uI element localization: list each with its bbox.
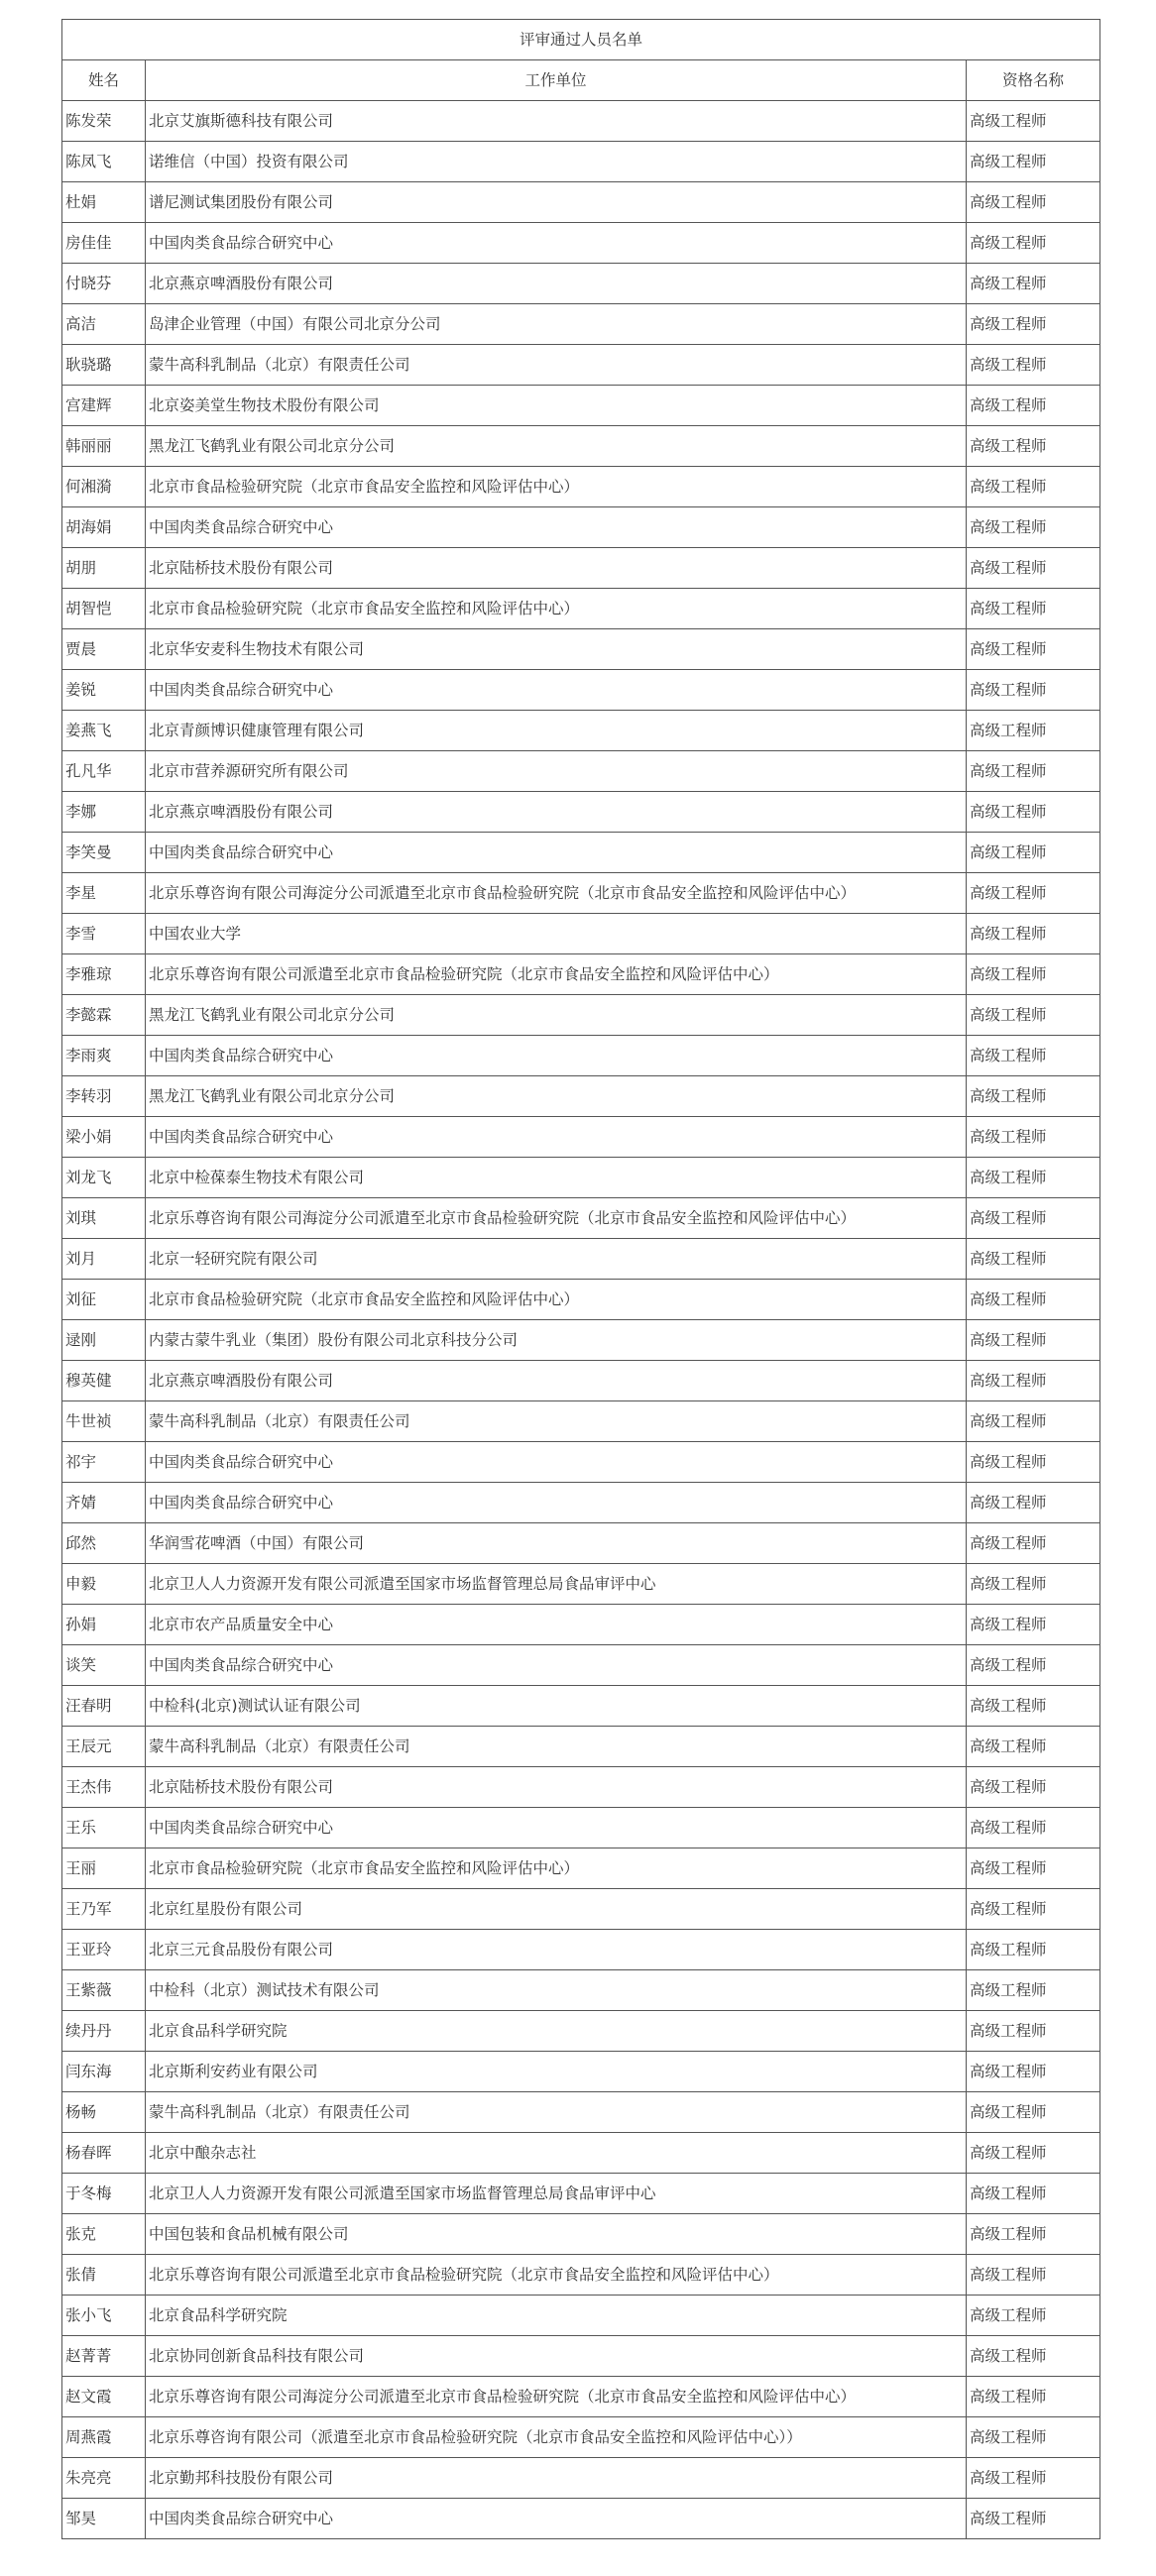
table-row	[62, 101, 1100, 142]
unit-cell: 黑龙江飞鹤乳业有限公司北京分公司	[146, 1076, 967, 1117]
unit-cell: 北京陆桥技术股份有限公司	[146, 1767, 967, 1808]
unit-cell: 北京市农产品质量安全中心	[146, 1605, 967, 1645]
table-row	[62, 1442, 1100, 1483]
table-row	[62, 873, 1100, 914]
name-cell: 邹昊	[62, 2499, 146, 2539]
unit-cell: 北京艾旗斯德科技有限公司	[146, 101, 967, 142]
name-cell: 宫建辉	[62, 386, 146, 426]
table-row	[62, 1239, 1100, 1280]
qualification-cell: 高级工程师	[967, 467, 1100, 507]
table-row	[62, 507, 1100, 548]
name-cell: 刘征	[62, 1280, 146, 1320]
name-cell: 王辰元	[62, 1727, 146, 1767]
qualification-cell: 高级工程师	[967, 1198, 1100, 1239]
qualification-cell: 高级工程师	[967, 2092, 1100, 2133]
table-row	[62, 2499, 1100, 2539]
table-row	[62, 1401, 1100, 1442]
qualification-cell: 高级工程师	[967, 1442, 1100, 1483]
unit-cell: 中国肉类食品综合研究中心	[146, 223, 967, 264]
unit-cell: 中国肉类食品综合研究中心	[146, 2499, 967, 2539]
unit-cell: 中检科（北京）测试技术有限公司	[146, 1970, 967, 2011]
table-row	[62, 1564, 1100, 1605]
unit-cell: 北京乐尊咨询有限公司海淀分公司派遣至北京市食品检验研究院（北京市食品安全监控和风险评估中心）	[146, 873, 967, 914]
qualification-cell: 高级工程师	[967, 264, 1100, 304]
table-row	[62, 1930, 1100, 1970]
name-cell: 张倩	[62, 2255, 146, 2296]
name-cell: 杜娟	[62, 182, 146, 223]
qualification-cell: 高级工程师	[967, 751, 1100, 792]
table-row	[62, 2377, 1100, 2417]
qualification-cell: 高级工程师	[967, 1158, 1100, 1198]
qualification-cell: 高级工程师	[967, 670, 1100, 711]
name-cell: 姜燕飞	[62, 711, 146, 751]
qualification-cell: 高级工程师	[967, 1564, 1100, 1605]
name-cell: 杨畅	[62, 2092, 146, 2133]
qualification-cell: 高级工程师	[967, 1320, 1100, 1361]
unit-cell: 北京乐尊咨询有限公司海淀分公司派遣至北京市食品检验研究院（北京市食品安全监控和风险评估中心）	[146, 2377, 967, 2417]
unit-cell: 北京燕京啤酒股份有限公司	[146, 792, 967, 833]
name-cell: 李娜	[62, 792, 146, 833]
unit-cell: 北京一轻研究院有限公司	[146, 1239, 967, 1280]
qualification-cell: 高级工程师	[967, 954, 1100, 995]
qualification-cell: 高级工程师	[967, 1930, 1100, 1970]
table-row	[62, 1727, 1100, 1767]
unit-cell: 诺维信（中国）投资有限公司	[146, 142, 967, 182]
qualification-cell: 高级工程师	[967, 1280, 1100, 1320]
unit-cell: 内蒙古蒙牛乳业（集团）股份有限公司北京科技分公司	[146, 1320, 967, 1361]
table-row	[62, 1280, 1100, 1320]
unit-cell: 中国包装和食品机械有限公司	[146, 2214, 967, 2255]
table-row	[62, 386, 1100, 426]
qualification-cell: 高级工程师	[967, 1239, 1100, 1280]
table-row	[62, 751, 1100, 792]
table-row	[62, 182, 1100, 223]
name-cell: 刘琪	[62, 1198, 146, 1239]
unit-cell: 中国肉类食品综合研究中心	[146, 1117, 967, 1158]
table-row	[62, 1523, 1100, 1564]
qualification-cell: 高级工程师	[967, 1767, 1100, 1808]
unit-cell: 北京红星股份有限公司	[146, 1889, 967, 1930]
name-cell: 祁宇	[62, 1442, 146, 1483]
qualification-cell: 高级工程师	[967, 2336, 1100, 2377]
table-row	[62, 1117, 1100, 1158]
name-cell: 耿骁璐	[62, 345, 146, 386]
table-row	[62, 2133, 1100, 2174]
qualification-cell: 高级工程师	[967, 2255, 1100, 2296]
qualification-cell: 高级工程师	[967, 2296, 1100, 2336]
table-row	[62, 1036, 1100, 1076]
table-row	[62, 2255, 1100, 2296]
qualification-cell: 高级工程师	[967, 2417, 1100, 2458]
qualification-cell: 高级工程师	[967, 2174, 1100, 2214]
name-cell: 张克	[62, 2214, 146, 2255]
name-cell: 李懿霖	[62, 995, 146, 1036]
name-cell: 王杰伟	[62, 1767, 146, 1808]
name-cell: 孙娟	[62, 1605, 146, 1645]
table-row	[62, 2092, 1100, 2133]
qualification-cell: 高级工程师	[967, 792, 1100, 833]
name-cell: 李笑曼	[62, 833, 146, 873]
name-cell: 刘龙飞	[62, 1158, 146, 1198]
table-row	[62, 2174, 1100, 2214]
table-row	[62, 1076, 1100, 1117]
approved-personnel-table	[61, 19, 1100, 2539]
table-row	[62, 1198, 1100, 1239]
qualification-cell: 高级工程师	[967, 1808, 1100, 1848]
name-cell: 孔凡华	[62, 751, 146, 792]
name-cell: 张小飞	[62, 2296, 146, 2336]
qualification-cell: 高级工程师	[967, 1483, 1100, 1523]
name-cell: 穆英健	[62, 1361, 146, 1401]
qualification-cell: 高级工程师	[967, 1523, 1100, 1564]
qualification-cell: 高级工程师	[967, 711, 1100, 751]
unit-cell: 中国肉类食品综合研究中心	[146, 833, 967, 873]
unit-cell: 北京中检葆泰生物技术有限公司	[146, 1158, 967, 1198]
table-row	[62, 954, 1100, 995]
table-row	[62, 1889, 1100, 1930]
unit-cell: 北京姿美堂生物技术股份有限公司	[146, 386, 967, 426]
qualification-cell: 高级工程师	[967, 2214, 1100, 2255]
name-cell: 牛世祯	[62, 1401, 146, 1442]
name-cell: 逯刚	[62, 1320, 146, 1361]
name-cell: 汪春明	[62, 1686, 146, 1727]
qualification-cell: 高级工程师	[967, 629, 1100, 670]
qualification-cell: 高级工程师	[967, 2011, 1100, 2052]
header-unit: 工作单位	[146, 60, 967, 101]
table-row	[62, 2458, 1100, 2499]
name-cell: 李星	[62, 873, 146, 914]
name-cell: 陈凤飞	[62, 142, 146, 182]
qualification-cell: 高级工程师	[967, 101, 1100, 142]
qualification-cell: 高级工程师	[967, 833, 1100, 873]
unit-cell: 北京乐尊咨询有限公司海淀分公司派遣至北京市食品检验研究院（北京市食品安全监控和风险评估中心）	[146, 1198, 967, 1239]
unit-cell: 北京市食品检验研究院（北京市食品安全监控和风险评估中心）	[146, 589, 967, 629]
name-cell: 胡朋	[62, 548, 146, 589]
qualification-cell: 高级工程师	[967, 1117, 1100, 1158]
unit-cell: 中国肉类食品综合研究中心	[146, 1645, 967, 1686]
qualification-cell: 高级工程师	[967, 2133, 1100, 2174]
table-row	[62, 548, 1100, 589]
table-row	[62, 467, 1100, 507]
name-cell: 朱亮亮	[62, 2458, 146, 2499]
qualification-cell: 高级工程师	[967, 1970, 1100, 2011]
table-row	[62, 2296, 1100, 2336]
name-cell: 韩丽丽	[62, 426, 146, 467]
table-row	[62, 1361, 1100, 1401]
unit-cell: 北京燕京啤酒股份有限公司	[146, 264, 967, 304]
name-cell: 赵菁菁	[62, 2336, 146, 2377]
table-row	[62, 2011, 1100, 2052]
name-cell: 贾晨	[62, 629, 146, 670]
qualification-cell: 高级工程师	[967, 507, 1100, 548]
qualification-cell: 高级工程师	[967, 386, 1100, 426]
unit-cell: 中检科(北京)测试认证有限公司	[146, 1686, 967, 1727]
qualification-cell: 高级工程师	[967, 182, 1100, 223]
qualification-cell: 高级工程师	[967, 1361, 1100, 1401]
unit-cell: 黑龙江飞鹤乳业有限公司北京分公司	[146, 995, 967, 1036]
qualification-cell: 高级工程师	[967, 142, 1100, 182]
table-row	[62, 1848, 1100, 1889]
name-cell: 陈发荣	[62, 101, 146, 142]
name-cell: 于冬梅	[62, 2174, 146, 2214]
table-row	[62, 833, 1100, 873]
table-row	[62, 142, 1100, 182]
unit-cell: 北京华安麦科生物技术有限公司	[146, 629, 967, 670]
unit-cell: 北京燕京啤酒股份有限公司	[146, 1361, 967, 1401]
unit-cell: 谱尼测试集团股份有限公司	[146, 182, 967, 223]
unit-cell: 蒙牛高科乳制品（北京）有限责任公司	[146, 1727, 967, 1767]
unit-cell: 北京乐尊咨询有限公司派遣至北京市食品检验研究院（北京市食品安全监控和风险评估中心）	[146, 954, 967, 995]
name-cell: 王丽	[62, 1848, 146, 1889]
unit-cell: 北京乐尊咨询有限公司派遣至北京市食品检验研究院（北京市食品安全监控和风险评估中心）	[146, 2255, 967, 2296]
unit-cell: 北京市食品检验研究院（北京市食品安全监控和风险评估中心）	[146, 467, 967, 507]
name-cell: 胡智恺	[62, 589, 146, 629]
table-row	[62, 995, 1100, 1036]
unit-cell: 北京市食品检验研究院（北京市食品安全监控和风险评估中心）	[146, 1280, 967, 1320]
table-row	[62, 264, 1100, 304]
unit-cell: 北京勤邦科技股份有限公司	[146, 2458, 967, 2499]
unit-cell: 北京三元食品股份有限公司	[146, 1930, 967, 1970]
table-row	[62, 1808, 1100, 1848]
unit-cell: 北京食品科学研究院	[146, 2011, 967, 2052]
qualification-cell: 高级工程师	[967, 589, 1100, 629]
name-cell: 付晓芬	[62, 264, 146, 304]
unit-cell: 北京市食品检验研究院（北京市食品安全监控和风险评估中心）	[146, 1848, 967, 1889]
table-row	[62, 1483, 1100, 1523]
name-cell: 王紫薇	[62, 1970, 146, 2011]
name-cell: 续丹丹	[62, 2011, 146, 2052]
name-cell: 闫东海	[62, 2052, 146, 2092]
name-cell: 王乃军	[62, 1889, 146, 1930]
name-cell: 李雅琼	[62, 954, 146, 995]
unit-cell: 华润雪花啤酒（中国）有限公司	[146, 1523, 967, 1564]
name-cell: 何湘漪	[62, 467, 146, 507]
unit-cell: 中国农业大学	[146, 914, 967, 954]
table-row	[62, 1320, 1100, 1361]
unit-cell: 北京中酿杂志社	[146, 2133, 967, 2174]
header-name: 姓名	[62, 60, 146, 101]
name-cell: 赵文霞	[62, 2377, 146, 2417]
table-row	[62, 792, 1100, 833]
unit-cell: 中国肉类食品综合研究中心	[146, 1808, 967, 1848]
qualification-cell: 高级工程师	[967, 1686, 1100, 1727]
qualification-cell: 高级工程师	[967, 548, 1100, 589]
name-cell: 刘月	[62, 1239, 146, 1280]
table-row	[62, 2417, 1100, 2458]
qualification-cell: 高级工程师	[967, 345, 1100, 386]
header-row	[62, 60, 1100, 101]
table-row	[62, 1158, 1100, 1198]
name-cell: 杨春晖	[62, 2133, 146, 2174]
table-title: 评审通过人员名单	[62, 20, 1100, 60]
document-page	[61, 19, 1099, 2539]
table-row	[62, 1605, 1100, 1645]
table-row	[62, 711, 1100, 751]
name-cell: 齐婧	[62, 1483, 146, 1523]
unit-cell: 北京卫人人力资源开发有限公司派遣至国家市场监督管理总局食品审评中心	[146, 1564, 967, 1605]
unit-cell: 北京市营养源研究所有限公司	[146, 751, 967, 792]
unit-cell: 北京乐尊咨询有限公司（派遣至北京市食品检验研究院（北京市食品安全监控和风险评估中心））	[146, 2417, 967, 2458]
name-cell: 房佳佳	[62, 223, 146, 264]
name-cell: 谈笑	[62, 1645, 146, 1686]
table-row	[62, 223, 1100, 264]
unit-cell: 中国肉类食品综合研究中心	[146, 670, 967, 711]
table-row	[62, 426, 1100, 467]
qualification-cell: 高级工程师	[967, 1727, 1100, 1767]
table-row	[62, 589, 1100, 629]
unit-cell: 岛津企业管理（中国）有限公司北京分公司	[146, 304, 967, 345]
qualification-cell: 高级工程师	[967, 2377, 1100, 2417]
qualification-cell: 高级工程师	[967, 1036, 1100, 1076]
qualification-cell: 高级工程师	[967, 914, 1100, 954]
table-row	[62, 1645, 1100, 1686]
qualification-cell: 高级工程师	[967, 1401, 1100, 1442]
name-cell: 高洁	[62, 304, 146, 345]
table-body	[62, 101, 1100, 2539]
table-row	[62, 914, 1100, 954]
name-cell: 李雪	[62, 914, 146, 954]
qualification-cell: 高级工程师	[967, 873, 1100, 914]
name-cell: 李转羽	[62, 1076, 146, 1117]
unit-cell: 北京协同创新食品科技有限公司	[146, 2336, 967, 2377]
name-cell: 申毅	[62, 1564, 146, 1605]
qualification-cell: 高级工程师	[967, 1605, 1100, 1645]
qualification-cell: 高级工程师	[967, 223, 1100, 264]
table-row	[62, 1767, 1100, 1808]
title-row	[62, 20, 1100, 60]
table-row	[62, 670, 1100, 711]
unit-cell: 蒙牛高科乳制品（北京）有限责任公司	[146, 2092, 967, 2133]
qualification-cell: 高级工程师	[967, 1076, 1100, 1117]
unit-cell: 北京卫人人力资源开发有限公司派遣至国家市场监督管理总局食品审评中心	[146, 2174, 967, 2214]
table-row	[62, 2336, 1100, 2377]
unit-cell: 中国肉类食品综合研究中心	[146, 1483, 967, 1523]
unit-cell: 蒙牛高科乳制品（北京）有限责任公司	[146, 1401, 967, 1442]
unit-cell: 蒙牛高科乳制品（北京）有限责任公司	[146, 345, 967, 386]
table-row	[62, 1686, 1100, 1727]
name-cell: 梁小娟	[62, 1117, 146, 1158]
unit-cell: 中国肉类食品综合研究中心	[146, 1442, 967, 1483]
unit-cell: 中国肉类食品综合研究中心	[146, 507, 967, 548]
name-cell: 李雨爽	[62, 1036, 146, 1076]
unit-cell: 北京陆桥技术股份有限公司	[146, 548, 967, 589]
table-row	[62, 629, 1100, 670]
table-row	[62, 304, 1100, 345]
table-row	[62, 1970, 1100, 2011]
name-cell: 姜锐	[62, 670, 146, 711]
qualification-cell: 高级工程师	[967, 2458, 1100, 2499]
qualification-cell: 高级工程师	[967, 2499, 1100, 2539]
unit-cell: 中国肉类食品综合研究中心	[146, 1036, 967, 1076]
qualification-cell: 高级工程师	[967, 2052, 1100, 2092]
name-cell: 胡海娟	[62, 507, 146, 548]
qualification-cell: 高级工程师	[967, 426, 1100, 467]
unit-cell: 北京青颜博识健康管理有限公司	[146, 711, 967, 751]
table-row	[62, 2052, 1100, 2092]
name-cell: 王亚玲	[62, 1930, 146, 1970]
header-qualification: 资格名称	[967, 60, 1100, 101]
name-cell: 周燕霞	[62, 2417, 146, 2458]
name-cell: 王乐	[62, 1808, 146, 1848]
qualification-cell: 高级工程师	[967, 995, 1100, 1036]
table-row	[62, 345, 1100, 386]
qualification-cell: 高级工程师	[967, 1645, 1100, 1686]
unit-cell: 北京食品科学研究院	[146, 2296, 967, 2336]
qualification-cell: 高级工程师	[967, 1889, 1100, 1930]
qualification-cell: 高级工程师	[967, 304, 1100, 345]
name-cell: 邱然	[62, 1523, 146, 1564]
table-row	[62, 2214, 1100, 2255]
unit-cell: 黑龙江飞鹤乳业有限公司北京分公司	[146, 426, 967, 467]
qualification-cell: 高级工程师	[967, 1848, 1100, 1889]
unit-cell: 北京斯利安药业有限公司	[146, 2052, 967, 2092]
